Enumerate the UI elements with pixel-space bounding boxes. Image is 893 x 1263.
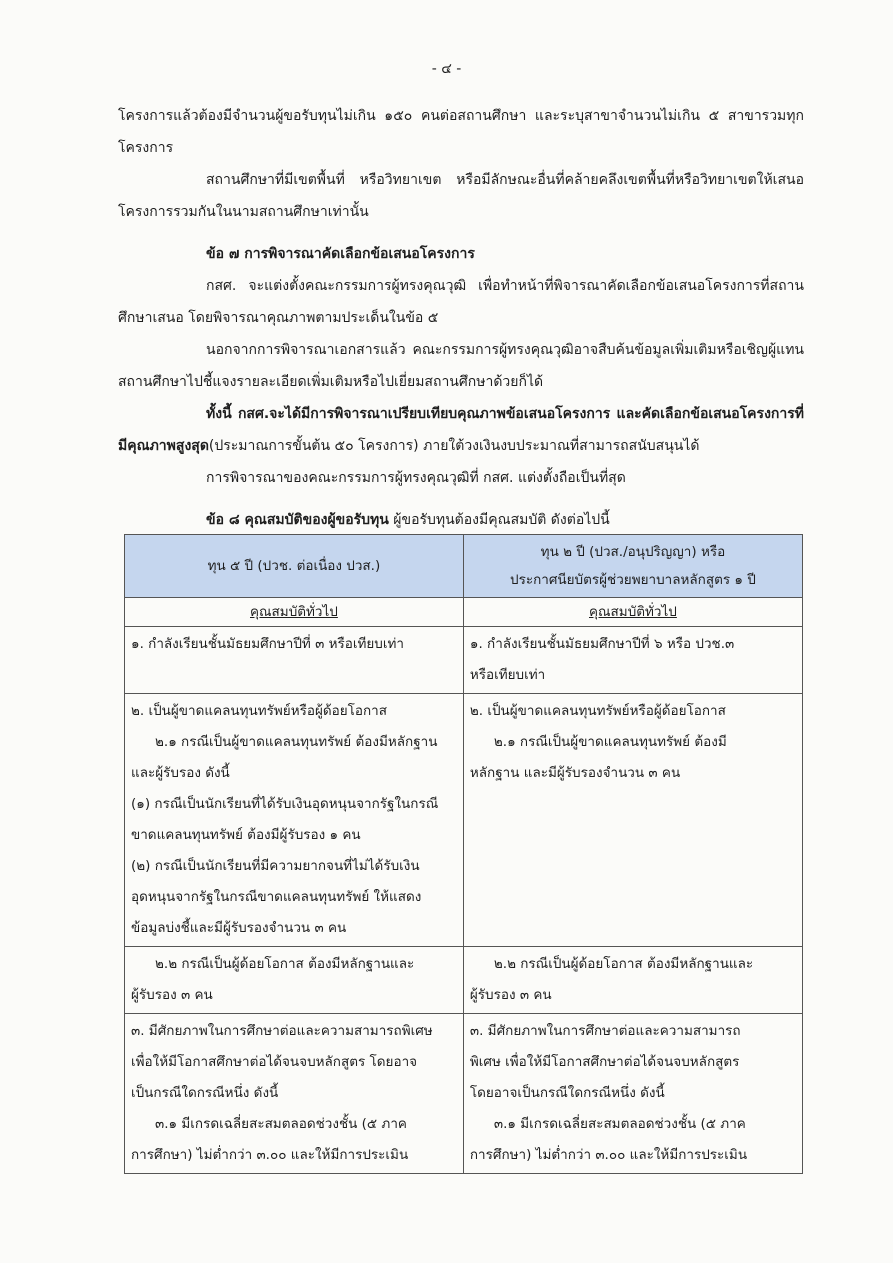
paragraph-4: นอกจากการพิจารณาเอกสารแล้ว คณะกรรมการผู้ทรงคุณวุฒิอาจสืบค้นข้อมูลเพิ่มเติมหรือเชิญผู้แทนสถานศึกษาไปชี้แจงรายละเอียดเพิ่มเติมหรือไปเยี่ยมสถานศึกษาด้วยก็ได้ (118, 342, 804, 390)
r2-col2-line2: ๒.๑ กรณีเป็นผู้ขาดแคลนทุนทรัพย์ ต้องมี (493, 734, 727, 750)
table-row (125, 694, 803, 947)
r3-col2 (463, 947, 802, 1014)
page-number: - ๔ - (431, 61, 462, 77)
section-7-title (118, 238, 804, 270)
section-8-title (118, 504, 804, 536)
table-subheader-row (125, 598, 803, 627)
table-row (125, 1014, 803, 1174)
col1-subheader: คุณสมบัติทั่วไป (125, 598, 464, 627)
r1-col2-line2: หรือเทียบเท่า (469, 667, 546, 683)
paragraph-6: การพิจารณาของคณะกรรมการผู้ทรงคุณวุฒิที่ กสศ. แต่งตั้งถือเป็นที่สุด (206, 470, 626, 486)
r1-col1: ๑. กำลังเรียนชั้นมัธยมศึกษาปีที่ ๓ หรือเทียบเท่า (125, 627, 464, 694)
col1-header: ทุน ๕ ปี (ปวช. ต่อเนื่อง ปวส.) (125, 535, 464, 598)
r4-col1-line4: ๓.๑ มีเกรดเฉลี่ยสะสมตลอดช่วงชั้น (๕ ภาค (155, 1116, 407, 1132)
r2-col2-line1: ๒. เป็นผู้ขาดแคลนทุนทรัพย์หรือผู้ด้อยโอกาส (469, 703, 726, 719)
col2-header (463, 535, 802, 598)
r4-col1-line2: เพื่อให้มีโอกาสศึกษาต่อได้จนจบหลักสูตร โดยอาจ (131, 1054, 418, 1070)
r4-col2-line5: การศึกษา) ไม่ต่ำกว่า ๓.๐๐ และให้มีการประเมิน (469, 1147, 748, 1163)
paragraph-2: สถานศึกษาที่มีเขตพื้นที่ หรือวิทยาเขต หรือมีลักษณะอื่นที่คล้ายคลึงเขตพื้นที่หรือวิทยาเขตให้เสนอโครงการรวมกันในนามสถานศึกษาเท่านั้น (118, 172, 804, 220)
col2-subheader: คุณสมบัติทั่วไป (463, 598, 802, 627)
r3-col2-line2: ผู้รับรอง ๓ คน (469, 987, 552, 1003)
r4-col1-line5: การศึกษา) ไม่ต่ำกว่า ๓.๐๐ และให้มีการประเมิน (131, 1147, 409, 1163)
r2-col1-line7: อุดหนุนจากรัฐในกรณีขาดแคลนทุนทรัพย์ ให้แสดง (131, 889, 422, 905)
paragraph-5 (118, 398, 804, 462)
r2-col1-line6: (๒) กรณีเป็นนักเรียนที่มีความยากจนที่ไม่ได้รับเงิน (131, 858, 420, 874)
section-8-title-text: ข้อ ๘ คุณสมบัติของผู้ขอรับทุน (206, 512, 389, 528)
r4-col2 (463, 1014, 802, 1174)
r2-col1-line1: ๒. เป็นผู้ขาดแคลนทุนทรัพย์หรือผู้ด้อยโอกาส (131, 703, 388, 719)
r4-col2-line3: โดยอาจเป็นกรณีใดกรณีหนึ่ง ดังนี้ (469, 1085, 665, 1101)
r2-col1-line3: และผู้รับรอง ดังนี้ (131, 765, 230, 781)
paragraph-3: กสศ. จะแต่งตั้งคณะกรรมการผู้ทรงคุณวุฒิ เพื่อทำหน้าที่พิจารณาคัดเลือกข้อเสนอโครงการที่สถานศึกษาเสนอ โดยพิจารณาคุณภาพตามประเด็นในข้อ ๕ (118, 278, 804, 326)
r4-col1 (125, 1014, 464, 1174)
r2-col1-line5: ขาดแคลนทุนทรัพย์ ต้องมีผู้รับรอง ๑ คน (131, 827, 361, 843)
r2-col2 (463, 694, 802, 947)
paragraph-5-bold: ทั้งนี้ กสศ.จะได้มีการพิจารณาเปรียบเทียบคุณภาพข้อเสนอโครงการ และคัดเลือกข้อเสนอโครงการที่มีคุณภาพสูงสุด (118, 406, 804, 454)
table-header-row (125, 535, 803, 598)
r3-col1-line2: ผู้รับรอง ๓ คน (131, 987, 213, 1003)
r2-col1-line2: ๒.๑ กรณีเป็นผู้ขาดแคลนทุนทรัพย์ ต้องมีหลักฐาน (155, 734, 438, 750)
table-row (125, 627, 803, 694)
section-7-title-text: ข้อ ๗ การพิจารณาคัดเลือกข้อเสนอโครงการ (206, 246, 475, 262)
table-row (125, 947, 803, 1014)
r3-col1 (125, 947, 464, 1014)
r2-col1-line4: (๑) กรณีเป็นนักเรียนที่ได้รับเงินอุดหนุนจากรัฐในกรณี (131, 796, 439, 812)
r4-col1-line3: เป็นกรณีใดกรณีหนึ่ง ดังนี้ (131, 1085, 279, 1101)
r4-col2-line2: พิเศษ เพื่อให้มีโอกาสศึกษาต่อได้จนจบหลักสูตร (469, 1054, 740, 1070)
r3-col1-line1: ๒.๒ กรณีเป็นผู้ด้อยโอกาส ต้องมีหลักฐานและ (155, 956, 415, 972)
col2-header-line2: ประกาศนียบัตรผู้ช่วยพยาบาลหลักสูตร ๑ ปี (510, 572, 756, 588)
r4-col2-line4: ๓.๑ มีเกรดเฉลี่ยสะสมตลอดช่วงชั้น (๕ ภาค (493, 1116, 746, 1132)
r1-col2-line1: ๑. กำลังเรียนชั้นมัธยมศึกษาปีที่ ๖ หรือ ปวช.๓ (469, 636, 735, 652)
r2-col2-line3: หลักฐาน และมีผู้รับรองจำนวน ๓ คน (469, 765, 681, 781)
r1-col2 (463, 627, 802, 694)
r4-col2-line1: ๓. มีศักยภาพในการศึกษาต่อและความสามารถ (469, 1023, 741, 1039)
paragraph-1: โครงการแล้วต้องมีจำนวนผู้ขอรับทุนไม่เกิน ๑๕๐ คนต่อสถานศึกษา และระบุสาขาจำนวนไม่เกิน ๕ สาขารวมทุกโครงการ (118, 108, 804, 156)
r4-col1-line1: ๓. มีศักยภาพในการศึกษาต่อและความสามารถพิเศษ (131, 1023, 433, 1039)
r2-col1 (125, 694, 464, 947)
r2-col1-line8: ข้อมูลบ่งชี้และมีผู้รับรองจำนวน ๓ คน (131, 920, 347, 936)
document-body (118, 100, 804, 536)
section-8-rest: ผู้ขอรับทุนต้องมีคุณสมบัติ ดังต่อไปนี้ (388, 512, 610, 528)
col2-header-line1: ทุน ๒ ปี (ปวส./อนุปริญญา) หรือ (540, 544, 726, 560)
paragraph-5-rest: (ประมาณการขั้นต้น ๕๐ โครงการ) ภายใต้วงเงินงบประมาณที่สามารถสนับสนุนได้ (208, 438, 700, 454)
qualifications-table (124, 534, 803, 1174)
r3-col2-line1: ๒.๒ กรณีเป็นผู้ด้อยโอกาส ต้องมีหลักฐานและ (493, 956, 754, 972)
